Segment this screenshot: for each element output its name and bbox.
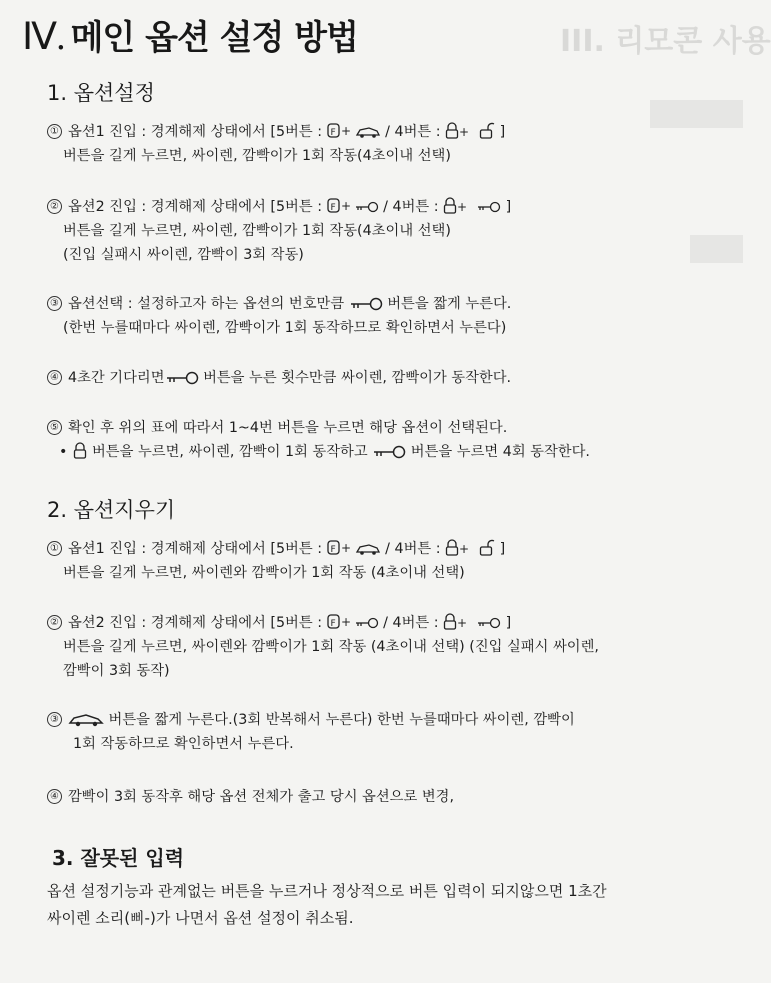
lock-closed-icon bbox=[445, 539, 479, 556]
svg-text:+: + bbox=[340, 615, 351, 629]
function-f-button-icon bbox=[327, 613, 355, 630]
key-button-icon bbox=[477, 200, 501, 214]
key-button-icon bbox=[372, 445, 406, 459]
lock-closed-icon bbox=[443, 613, 477, 630]
wrong-input-paragraph: 옵션 설정기능과 관계없는 버튼을 누르거나 정상적으로 버튼 입력이 되지않으면 1초간 싸이렌 소리(삐-)가 나면서 옵션 설정이 취소됨. bbox=[47, 882, 607, 927]
svg-text:F: F bbox=[330, 545, 336, 555]
page-title: Ⅳ. 메인 옵션 설정 방법 bbox=[22, 16, 358, 58]
svg-text:F: F bbox=[330, 128, 336, 138]
function-f-button-icon bbox=[327, 122, 355, 139]
section-heading-wrong-input: 3. 잘못된 입력 bbox=[52, 846, 185, 870]
key-button-icon bbox=[355, 616, 379, 630]
key-button-icon bbox=[349, 297, 383, 311]
list-item: ⑤ 확인 후 위의 표에 따라서 1~4번 버튼을 누르면 해당 옵션이 선택된다. • 버튼을 누르면, 싸이렌, 깜빡이 1회 동작하고 버튼을 누르면 4회 동작한다. bbox=[47, 416, 590, 464]
svg-text:+: + bbox=[340, 199, 351, 213]
svg-text:+: + bbox=[340, 541, 351, 555]
background-bar bbox=[690, 235, 743, 263]
section-heading-option-clear: 2. 옵션지우기 bbox=[47, 498, 176, 522]
key-button-icon bbox=[355, 200, 379, 214]
car-trunk-button-icon bbox=[355, 125, 381, 139]
key-button-icon bbox=[477, 616, 501, 630]
function-f-button-icon bbox=[327, 197, 355, 214]
svg-text:+: + bbox=[457, 200, 468, 214]
lock-closed-icon bbox=[443, 197, 477, 214]
list-item: ① 옵션1 진입 : 경계해제 상태에서 [5버튼 : F + / 4버튼 : + ] 버튼을 길게 누르면, 싸이렌와 깜빡이가 1회 작동 (4초이내 선택) bbox=[47, 537, 505, 585]
list-item: ① 옵션1 진입 : 경계해제 상태에서 [5버튼 : F + / 4버튼 : + ] 버튼을 길게 누르면, 싸이렌, 깜빡이가 1회 작동(4초이내 선택) bbox=[47, 120, 505, 168]
function-f-button-icon bbox=[327, 539, 355, 556]
list-item: ② 옵션2 진입 : 경계해제 상태에서 [5버튼 : F + / 4버튼 : + ] 버튼을 길게 누르면, 싸이렌, 깜빡이가 1회 작동(4초이내 선택) (진입 실패시 싸이렌, 깜빡이 3회 작동) bbox=[47, 195, 511, 267]
list-item: ③ 옵션선택 : 설정하고자 하는 옵션의 번호만큼 버튼을 짧게 누른다. (한번 누를때마다 싸이렌, 깜빡이가 1회 동작하므로 확인하면서 누른다) bbox=[47, 292, 511, 340]
lock-open-icon bbox=[479, 122, 495, 139]
list-item: ④ 4초간 기다리면 버튼을 누른 횟수만큼 싸이렌, 깜빡이가 동작한다. bbox=[47, 366, 511, 390]
lock-closed-icon bbox=[73, 442, 87, 459]
svg-text:+: + bbox=[459, 542, 470, 556]
svg-text:F: F bbox=[330, 203, 336, 213]
car-trunk-button-icon bbox=[68, 713, 104, 727]
background-page-title: III. 리모콘 사용 bbox=[560, 24, 771, 59]
background-bar bbox=[650, 100, 743, 128]
lock-open-icon bbox=[479, 539, 495, 556]
key-button-icon bbox=[165, 371, 199, 385]
svg-text:+: + bbox=[459, 125, 470, 139]
car-trunk-button-icon bbox=[355, 542, 381, 556]
svg-text:+: + bbox=[457, 616, 468, 630]
list-item: ③ 버튼을 짧게 누른다.(3회 반복해서 누른다) 한번 누를때마다 싸이렌, 깜빡이 1회 작동하므로 확인하면서 누른다. bbox=[47, 708, 575, 756]
section-heading-option-setting: 1. 옵션설정 bbox=[47, 81, 155, 105]
list-item: ④ 깜빡이 3회 동작후 해당 옵션 전체가 출고 당시 옵션으로 변경, bbox=[47, 785, 454, 809]
svg-text:+: + bbox=[340, 124, 351, 138]
lock-closed-icon bbox=[445, 122, 479, 139]
svg-text:F: F bbox=[330, 619, 336, 629]
list-item: ② 옵션2 진입 : 경계해제 상태에서 [5버튼 : F + / 4버튼 : + ] 버튼을 길게 누르면, 싸이렌와 깜빡이가 1회 작동 (4초이내 선택) (진입 실패시 싸이렌, 깜빡이 3회 동작) bbox=[47, 611, 599, 683]
